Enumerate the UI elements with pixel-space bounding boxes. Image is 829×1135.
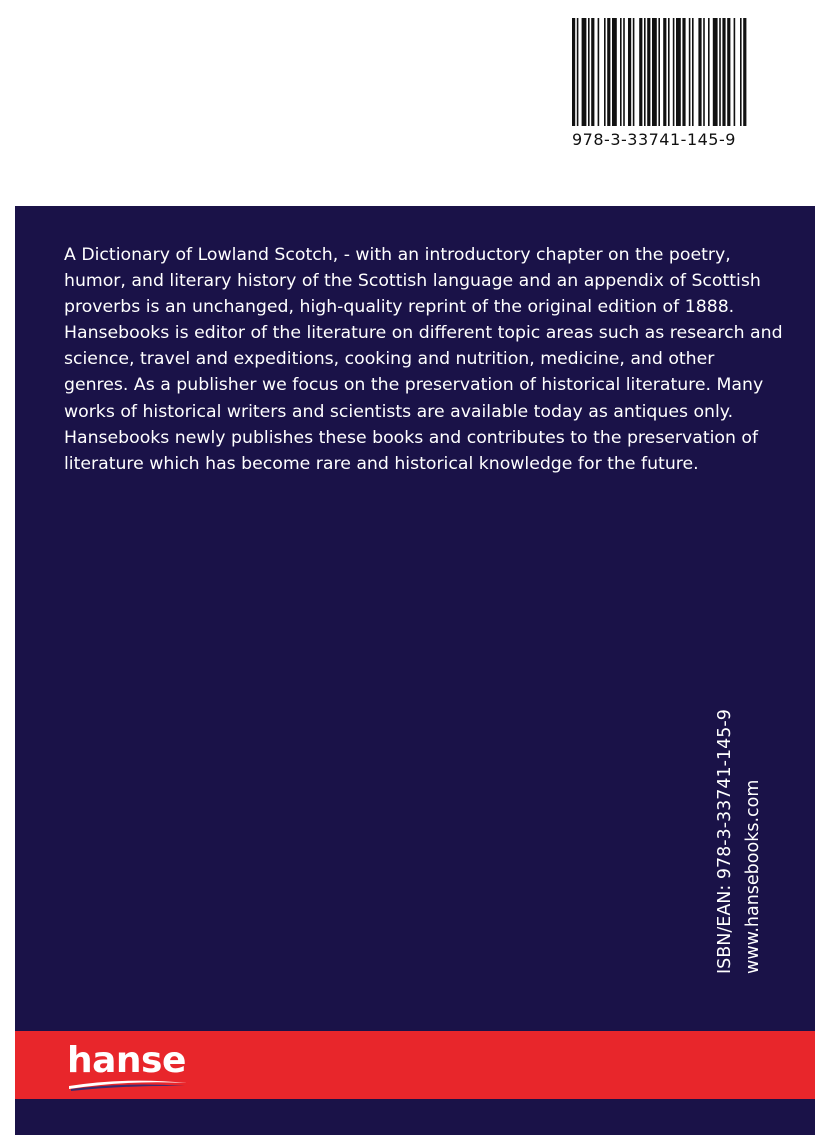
blurb-paragraph-1: A Dictionary of Lowland Scotch, - with an introductory chapter on the poetry, humor, and literary history of the Scottish language and an appendix of Scottish proverbs is an unchanged, high-quality reprint of the original edition of 1888. bbox=[64, 245, 761, 318]
cover-blurb bbox=[64, 242, 784, 477]
logo-swoosh-icon bbox=[67, 1077, 189, 1091]
website-text: www.hansebooks.com bbox=[743, 779, 763, 974]
blurb-paragraph-2: Hansebooks is editor of the literature on different topic areas such as research and science, travel and expeditions, cooking and nutrition, medicine, and other genres. As a publisher we focus on the preservation of historical literature. Many works of historical writers and scientists are available today as antiques only. Hansebooks newly publishes these books and contributes to the preservation of literature which has become rare and historical knowledge for the future. bbox=[64, 323, 783, 474]
publisher-band bbox=[15, 1031, 815, 1099]
barcode bbox=[570, 18, 750, 158]
barcode-bars bbox=[570, 18, 750, 126]
spine-info bbox=[715, 696, 785, 976]
back-cover-panel bbox=[15, 206, 815, 1135]
barcode-number: 978-3-33741-145-9 bbox=[572, 130, 736, 149]
hanse-logo bbox=[67, 1039, 197, 1091]
isbn-text: ISBN/EAN: 978-3-33741-145-9 bbox=[715, 709, 735, 974]
logo-wordmark: hanse bbox=[67, 1040, 186, 1081]
